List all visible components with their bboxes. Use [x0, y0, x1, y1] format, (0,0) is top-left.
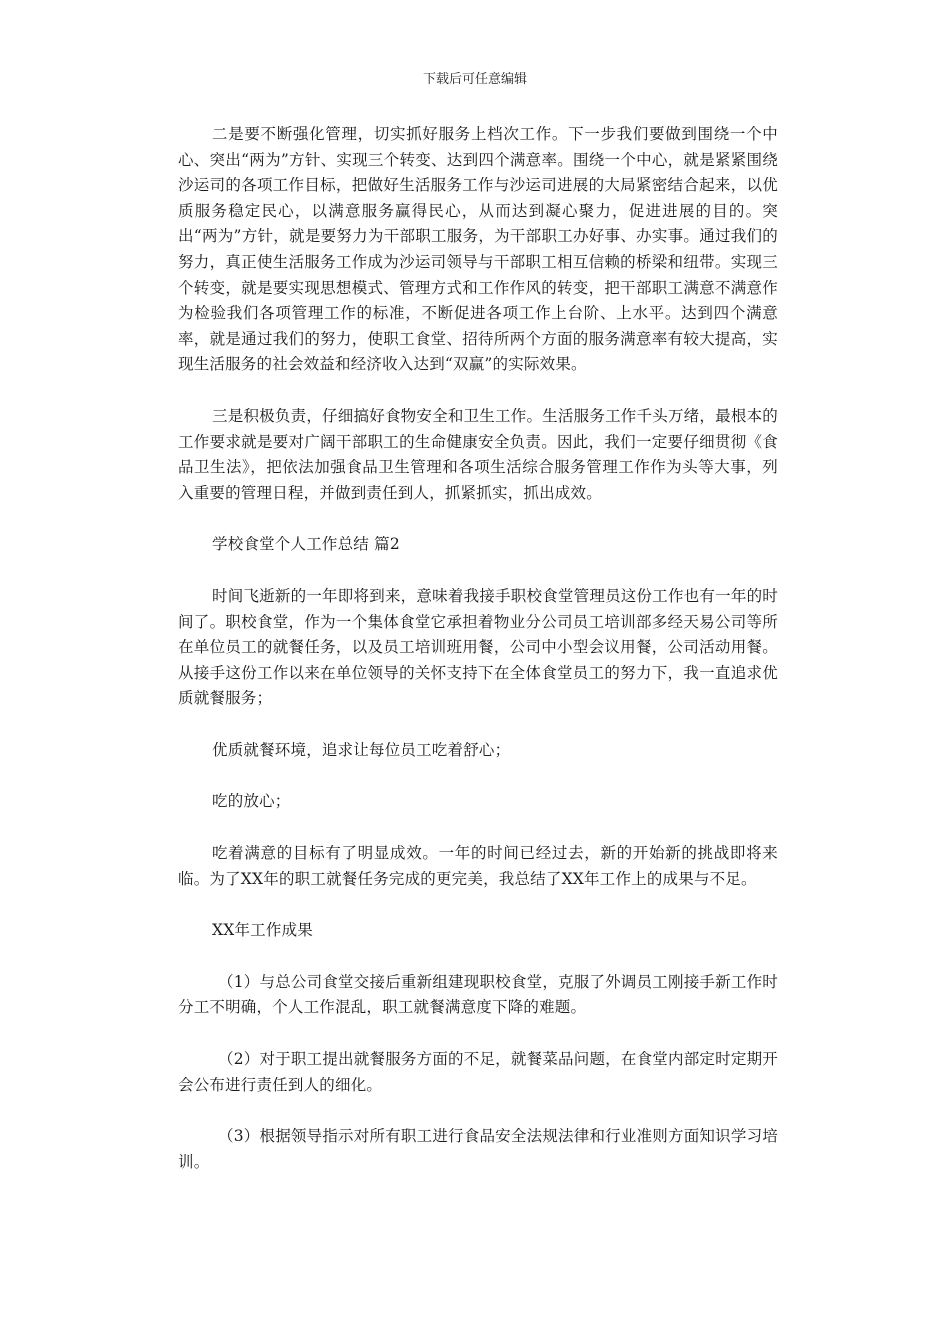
list-item: （3）根据领导指示对所有职工进行食品安全法规法律和行业准则方面知识学习培训。: [178, 1127, 778, 1171]
paragraph-intro: 时间飞逝新的一年即将到来，意味着我接手职校食堂管理员这份工作也有一年的时间了。职校食堂，作为一个集体食堂它承担着物业分公司员工培训部多经天易公司等所在单位员工的就餐任务，以及员工培训班用餐，公司中小型会议用餐，公司活动用餐。从接手这份工作以来在单位领导的关怀支持下在全体食堂员工的努力下，我一直追求优质就餐服务；: [178, 586, 778, 708]
document-body: [178, 122, 778, 1201]
list-item: （1）与总公司食堂交接后重新组建现职校食堂，克服了外调员工刚接手新工作时分工不明确，个人工作混乱，职工就餐满意度下降的难题。: [178, 972, 778, 1017]
page-header-watermark: 下载后可任意编辑: [422, 72, 527, 87]
list-item: （2）对于职工提出就餐服务方面的不足，就餐菜品问题，在食堂内部定时定期开会公布进行责任到人的细化。: [178, 1050, 778, 1094]
section-title: 学校食堂个人工作总结 篇2: [212, 535, 400, 554]
paragraph-satisfaction: 吃着满意的目标有了明显成效。一年的时间已经过去，新的开始新的挑战即将来临。为了XX年的职工就餐任务完成的更完美，我总结了XX年工作上的成果与不足。: [178, 844, 778, 888]
paragraph-management: 二是要不断强化管理，切实抓好服务上档次工作。下一步我们要做到围绕一个中心、突出“两为”方针、实现三个转变、达到四个满意率。围绕一个中心，就是紧紧围绕沙运司的各项工作目标，把做好生活服务工作与沙运司进展的大局紧密结合起来，以优质服务稳定民心，以满意服务赢得民心，从而达到凝心聚力，促进进展的目的。突出“两为”方针，就是要努力为干部职工服务，为干部职工办好事、办实事。通过我们的努力，真正使生活服务工作成为沙运司领导与干部职工相互信赖的桥梁和纽带。实现三个转变，就是要实现思想模式、管理方式和工作作风的转变，把干部职工满意不满意作为检验我们各项管理工作的标准，不断促进各项工作上台阶、上水平。达到四个满意率，就是通过我们的努力，使职工食堂、招待所两个方面的服务满意率有较大提高，实现生活服务的社会效益和经济收入达到“双赢”的实际效果。: [178, 125, 778, 374]
subsection-title: XX年工作成果: [212, 921, 313, 940]
paragraph-food-safety: 三是积极负责，仔细搞好食物安全和卫生工作。生活服务工作千头万绪，最根本的工作要求就是要对广阔干部职工的生命健康安全负责。因此，我们一定要仔细贯彻《食品卫生法》，把依法加强食品卫生管理和各项生活综合服务管理工作作为头等大事，列入重要的管理日程，并做到责任到人，抓紧抓实，抓出成效。: [178, 406, 778, 502]
paragraph-environment: 优质就餐环境，追求让每位员工吃着舒心；: [212, 740, 511, 759]
paragraph-reassurance: 吃的放心；: [212, 792, 291, 811]
